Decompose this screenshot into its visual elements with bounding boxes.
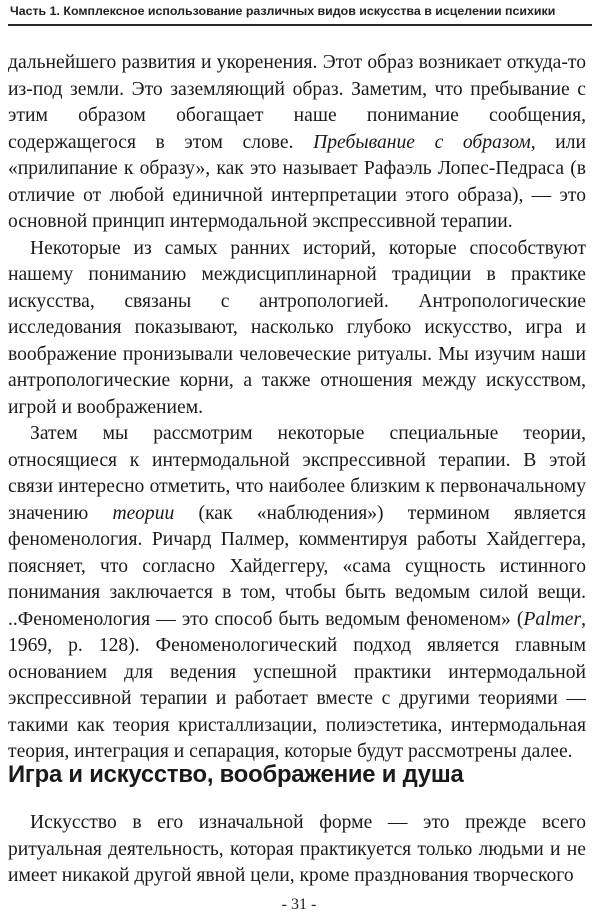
running-head: Часть 1. Комплексное использование различных видов искусства в исцелении психики — [10, 4, 556, 18]
page-number: - 31 - — [281, 896, 317, 913]
paragraph-3-citation-author: Palmer — [523, 608, 582, 630]
section-paragraph: Искусство в его изначальной форме — это прежде всего ритуальная деятельность, которая практикуется только людьми и не имеет никакой другой явной цели, кроме празднования творческого — [8, 812, 586, 886]
paragraph-3-text-a: Затем мы рассмотрим некоторые специальные теории, относящиеся к интермодальной экспрессивной терапии. В этой связи интересно отметить, что наиболее близким к первоначальному значению — [8, 423, 586, 524]
body-text — [8, 50, 586, 766]
paragraph-3-text-c: (как «наблюдения») термином является феноменология. Ричард Палмер, комментируя работы Хайдеггера, поясняет, что согласно Хайдеггеру, «сама сущность истинного понимания заключается в том, чтобы быть ведомым силой вещи. ..Феноменология — это способ быть ведомым феноменом» ( — [8, 502, 586, 630]
paragraph-1-emphasis: Пребывание с образом — [313, 131, 531, 153]
paragraph-2: Некоторые из самых ранних историй, которые способствуют нашему пониманию междисциплинарной традиции в практике искусства, связаны с антропологией. Антропологические исследования показывают, насколько глубоко искусство, игра и воображение пронизывали человеческие ритуалы. Мы изучим наши антропологические корни, а также отношения между искусством, игрой и воображением. — [8, 237, 586, 418]
section-heading: Игра и искусство, воображение и душа — [8, 761, 464, 788]
header-rule — [8, 24, 592, 26]
section-body-text — [8, 810, 586, 890]
paragraph-1-text-a: дальнейшего развития и укоренения. Этот образ возникает откуда-то из-под земли. Это заземляющий образ. Заметим, что пребывание с этим образом обогащает наше понимание сообщения, содержащегося в этом слове. — [8, 52, 586, 153]
paragraph-1-text-c: , или «прилипание к образу», как это называет Рафаэль Лопес-Педраса (в отличие от любой единичной интерпретации этого образа), — это основной принцип интермодальной экспрессивной терапии. — [8, 131, 587, 232]
paragraph-3-text-e: , 1969, p. 128). Феноменологический подход является главным основанием для ведения успешной практики интермодальной экспрессивной терапии и работает вместе с другими теориями — такими как теория кристаллизации, полиэстетика, интермодальная теория, интеграция и сепарация, которые будут рассмотрены далее. — [8, 608, 586, 762]
paragraph-3 — [8, 421, 586, 766]
paragraph-1 — [8, 50, 586, 236]
paragraph-3-emphasis-theory: теории — [112, 502, 175, 524]
